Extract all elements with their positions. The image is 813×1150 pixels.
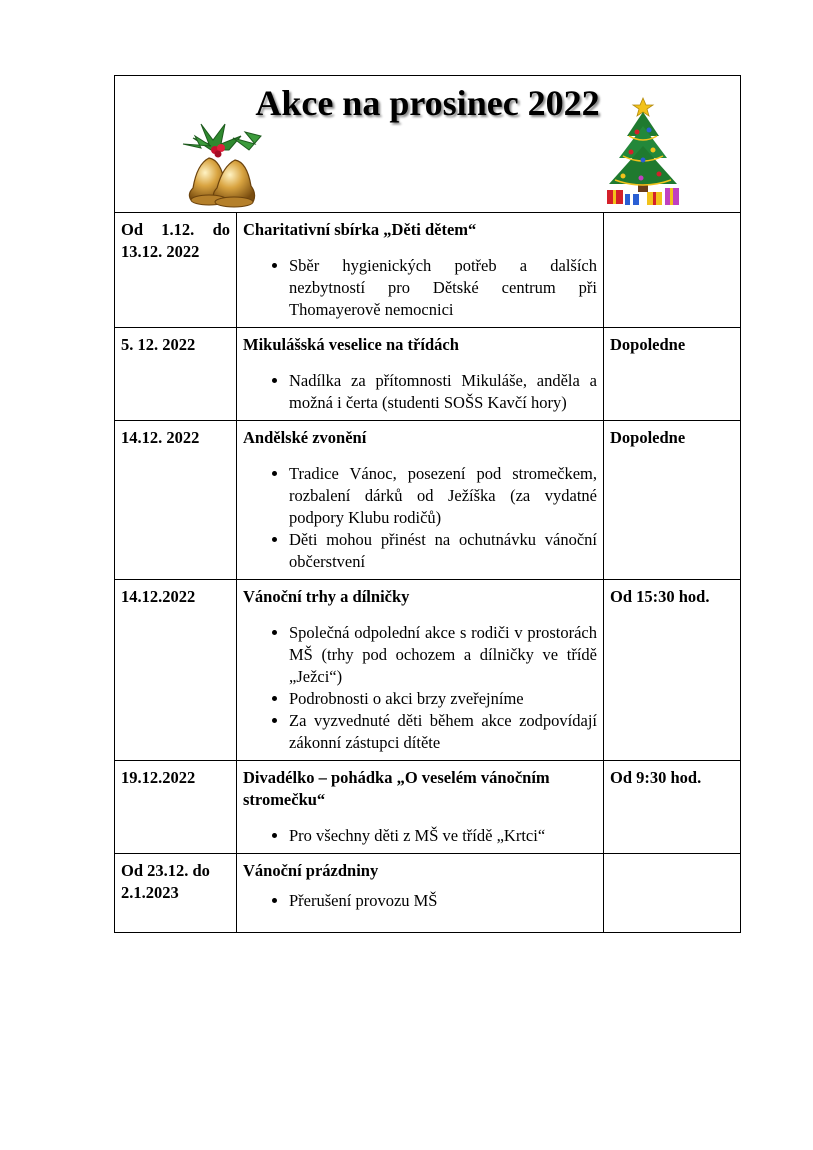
list-item: • Společná odpolední akce s rodiči v prostorách MŠ (trhy pod ochozem a dílničky ve třídě „Ježci“): [289, 622, 597, 688]
event-date: 14.12. 2022: [115, 421, 237, 580]
event-list: [243, 463, 597, 573]
table-row: [115, 213, 741, 328]
event-cell: [237, 328, 604, 421]
table-row: [115, 761, 741, 854]
header-cell: [115, 76, 741, 213]
event-cell: [237, 854, 604, 933]
event-title: Vánoční prázdniny: [243, 861, 379, 880]
document-title: Akce na prosinec 2022: [255, 83, 600, 123]
event-title: Mikulášská veselice na třídách: [243, 335, 459, 354]
event-date: 14.12.2022: [115, 580, 237, 761]
event-time: Dopoledne: [604, 328, 741, 421]
table-row: [115, 421, 741, 580]
table-row: [115, 854, 741, 933]
event-list: [243, 370, 597, 414]
event-cell: [237, 421, 604, 580]
event-title: Charitativní sbírka „Děti dětem“: [243, 220, 477, 239]
event-title: Andělské zvonění: [243, 428, 367, 447]
event-date: Od 1.12. do 13.12. 2022: [115, 213, 237, 328]
event-title: Vánoční trhy a dílničky: [243, 587, 410, 606]
table-row: [115, 580, 741, 761]
event-cell: [237, 761, 604, 854]
list-item: • Za vyzvednuté děti během akce zodpovídají zákonní zástupci dítěte: [289, 710, 597, 754]
event-cell: [237, 580, 604, 761]
table-row: [115, 328, 741, 421]
list-item: • Sběr hygienických potřeb a dalších nezbytností pro Dětské centrum při Thomayerově nemocnici: [289, 255, 597, 321]
events-table: [114, 75, 741, 933]
header-row: [115, 76, 741, 213]
event-list: [243, 890, 597, 912]
list-item: • Nadílka za přítomnosti Mikuláše, anděla a možná i čerta (studenti SOŠS Kavčí hory): [289, 370, 597, 414]
event-date: Od 23.12. do 2.1.2023: [115, 854, 237, 933]
event-time: [604, 854, 741, 933]
event-date: 19.12.2022: [115, 761, 237, 854]
event-time: Dopoledne: [604, 421, 741, 580]
list-item: • Pro všechny děti z MŠ ve třídě „Krtci“: [289, 825, 597, 847]
event-list: [243, 622, 597, 754]
list-item: • Podrobnosti o akci brzy zveřejníme: [289, 688, 597, 710]
event-title: Divadélko – pohádka „O veselém vánočním stromečku“: [243, 768, 550, 809]
event-cell: [237, 213, 604, 328]
event-time: Od 9:30 hod.: [604, 761, 741, 854]
event-date: 5. 12. 2022: [115, 328, 237, 421]
event-list: [243, 255, 597, 321]
event-time: Od 15:30 hod.: [604, 580, 741, 761]
event-list: [243, 825, 597, 847]
list-item: • Tradice Vánoc, posezení pod stromečkem, rozbalení dárků od Ježíška (za vydatné podpory Klubu rodičů): [289, 463, 597, 529]
event-time: [604, 213, 741, 328]
list-item: • Přerušení provozu MŠ: [289, 890, 597, 912]
christmas-tree-icon: [593, 92, 693, 212]
list-item: • Děti mohou přinést na ochutnávku vánoční občerstvení: [289, 529, 597, 573]
bells-icon: [171, 114, 271, 210]
